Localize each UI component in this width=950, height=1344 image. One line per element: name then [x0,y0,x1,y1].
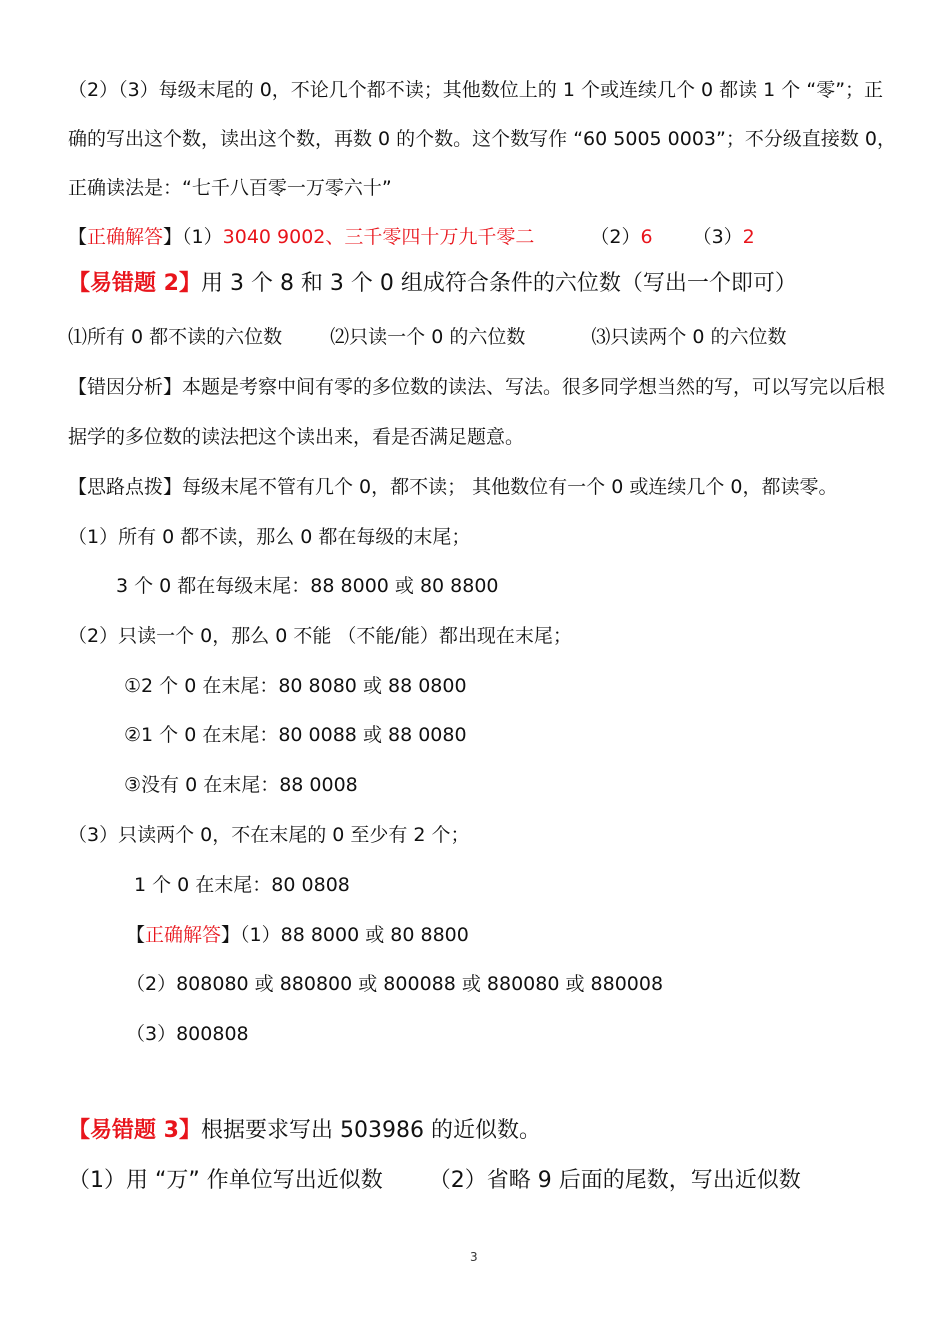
text-line: 正确读法是：“七千八百零一万零六十” [68,177,392,199]
text-line: （3）只读两个 0，不在末尾的 0 至少有 2 个； [68,824,470,846]
bracket: 【 [68,226,88,248]
text-line: （2）（3）每级末尾的 0，不论几个都不读；其他数位上的 1 个或连续几个 0 都读 1 个 “零”；正 [68,79,884,101]
answer-label: 正确解答 [145,924,222,946]
text-line: ①2 个 0 在末尾：80 8080 或 88 0800 [124,675,467,697]
subquestion: （1）用 “万” 作单位写出近似数 [68,1168,383,1193]
question-label: 【易错题 3】 [68,1118,201,1143]
answer-value: 2 [742,226,755,248]
answer-line-2 [126,922,469,948]
text-line: （1）所有 0 都不读，那么 0 都在每级的末尾； [68,526,471,548]
text-line: ②1 个 0 在末尾：80 0088 或 88 0080 [124,724,467,746]
subquestion: ⑵只读一个 0 的六位数 [330,326,526,348]
subquestion: ⑴所有 0 都不读的六位数 [68,326,283,348]
bracket: 【 [126,924,146,946]
text-line: ③没有 0 在末尾：88 0008 [124,774,358,796]
subquestion: ⑶只读两个 0 的六位数 [591,326,787,348]
answer-value: 3040 9002、三千零四十万九千零二 [222,226,535,248]
text-line: 【思路点拨】每级末尾不管有几个 0，都不读； 其他数位有一个 0 或连续几个 0，都读零。 [68,476,838,498]
page-number: 3 [470,1250,478,1264]
text-line: 3 个 0 都在每级末尾：88 8000 或 80 8800 [116,575,499,597]
answer-part-prefix: （3） [692,226,743,248]
answer-value: 6 [640,226,653,248]
text-line: （2）只读一个 0，那么 0 不能 （不能/能）都出现在末尾； [68,625,572,647]
text-line: 据学的多位数的读法把这个读出来，看是否满足题意。 [68,426,525,448]
subquestion-row [68,324,787,350]
answer-label: 正确解答 [87,226,164,248]
text-line: （2）808080 或 880800 或 800088 或 880080 或 880008 [126,973,664,995]
answer-part-prefix: （2） [590,226,641,248]
question-text: 用 3 个 8 和 3 个 0 组成符合条件的六位数（写出一个即可） [200,271,797,296]
subquestion: （2）省略 9 后面的尾数，写出近似数 [428,1168,801,1193]
bracket: 】 [163,226,183,248]
subquestion-row [68,1166,801,1196]
question-label: 【易错题 2】 [68,271,201,296]
question-text: 根据要求写出 503986 的近似数。 [200,1118,541,1143]
question-heading [68,269,797,299]
answer-line-1 [68,224,755,250]
answer-text: 】（1）88 8000 或 80 8800 [221,924,469,946]
text-line: 确的写出这个数，读出这个数，再数 0 的个数。这个数写作 “60 5005 0003”；不分级直接数 0， [68,128,896,150]
text-line: （3）800808 [126,1023,249,1045]
text-line: 【错因分析】本题是考察中间有零的多位数的读法、写法。很多同学想当然的写，可以写完以后根 [68,376,886,398]
text-line: 1 个 0 在末尾：80 0808 [134,874,350,896]
question-heading [68,1116,541,1146]
answer-part-prefix: （1） [182,226,223,248]
